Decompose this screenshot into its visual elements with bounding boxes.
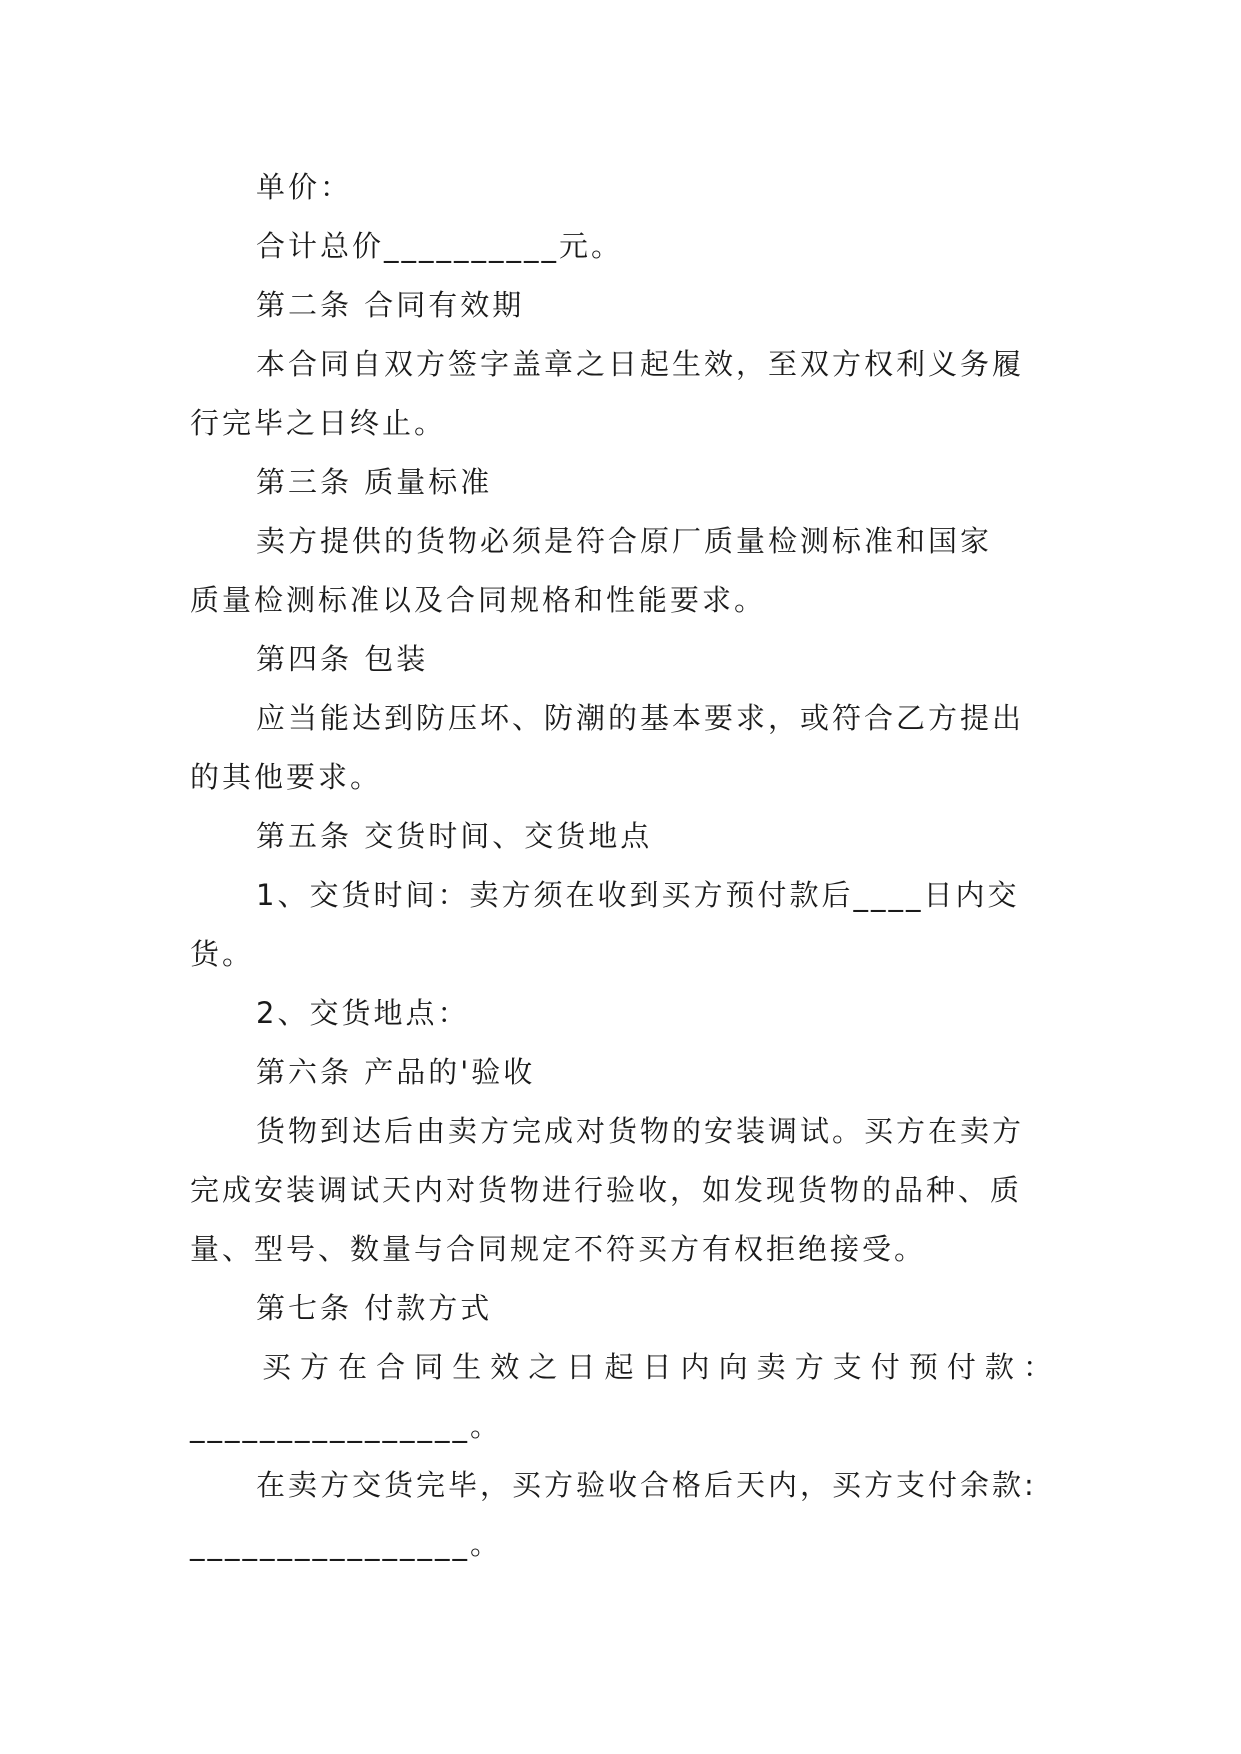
paragraph-line: 行完毕之日终止。 — [190, 406, 447, 440]
article-5-heading: 第五条 交货时间、交货地点 — [256, 819, 653, 853]
paragraph-line: 1、交货时间：卖方须在收到买方预付款后____日内交 — [256, 878, 1020, 912]
total-price-line: 合计总价__________元。 — [256, 229, 624, 263]
paragraph-line: 本合同自双方签字盖章之日起生效，至双方权利义务履 — [256, 347, 1025, 381]
paragraph-line: 质量检测标准以及合同规格和性能要求。 — [190, 583, 767, 617]
paragraph-line: 2、交货地点： — [256, 996, 470, 1030]
unit-price-line: 单价： — [256, 170, 353, 204]
article-7-heading: 第七条 付款方式 — [256, 1291, 493, 1325]
blank-fill-line: ________________。 — [190, 1409, 503, 1443]
paragraph-line: 应当能达到防压坏、防潮的基本要求，或符合乙方提出 — [256, 701, 1025, 735]
article-2-heading: 第二条 合同有效期 — [256, 288, 525, 322]
paragraph-line: 买方在合同生效之日起日内向卖方支付预付款： — [262, 1350, 1052, 1384]
paragraph-line: 货。 — [190, 937, 255, 971]
article-4-heading: 第四条 包装 — [256, 642, 429, 676]
blank-fill-line: ________________。 — [190, 1527, 503, 1561]
paragraph-line: 完成安装调试天内对货物进行验收，如发现货物的品种、质 — [190, 1173, 1023, 1207]
paragraph-line: 在卖方交货完毕，买方验收合格后天内，买方支付余款: — [256, 1468, 1037, 1502]
article-3-heading: 第三条 质量标准 — [256, 465, 493, 499]
paragraph-line: 货物到达后由卖方完成对货物的安装调试。买方在卖方 — [256, 1114, 1025, 1148]
document-body — [190, 158, 1052, 1574]
paragraph-line: 的其他要求。 — [190, 760, 383, 794]
paragraph-line: 量、型号、数量与合同规定不符买方有权拒绝接受。 — [190, 1232, 927, 1266]
article-6-heading: 第六条 产品的'验收 — [256, 1055, 536, 1089]
paragraph-line: 卖方提供的货物必须是符合原厂质量检测标准和国家 — [256, 524, 993, 558]
